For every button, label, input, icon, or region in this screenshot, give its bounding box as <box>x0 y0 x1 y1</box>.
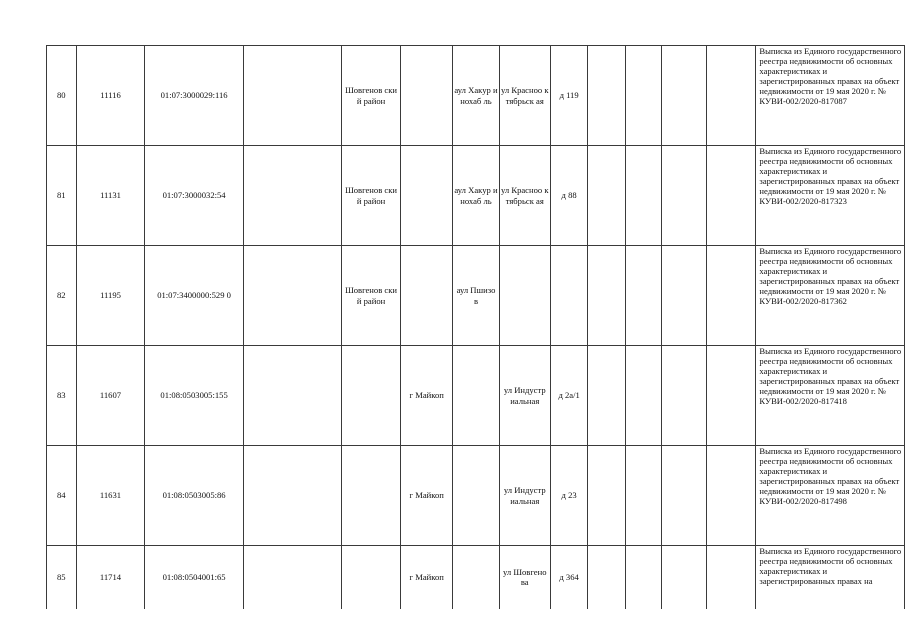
empty-cell <box>707 546 756 609</box>
cadastral-number: 01:08:0504001:65 <box>145 546 243 609</box>
empty-cell <box>625 346 661 446</box>
empty-cell <box>662 46 707 146</box>
row-number: 84 <box>47 446 77 546</box>
city: г Майкоп <box>401 546 453 609</box>
district <box>341 546 400 609</box>
table-row <box>47 346 905 446</box>
registration-basis: Выписка из Единого государственного реестра недвижимости об основных характеристиках и зарегистрированных правах на объект недвижимости от 19 мая 2020 г. № КУВИ-002/2020-817087 <box>756 46 905 146</box>
settlement: аул Хакур инохаб ль <box>453 46 499 146</box>
empty-cell <box>662 546 707 609</box>
empty-cell <box>243 546 341 609</box>
street: ул Красноо ктябрьск ая <box>499 46 550 146</box>
empty-cell <box>662 146 707 246</box>
settlement: аул Пшизо в <box>453 246 499 346</box>
district <box>341 446 400 546</box>
table-row <box>47 46 905 146</box>
object-code: 11607 <box>76 346 145 446</box>
house-number <box>550 246 587 346</box>
registration-basis: Выписка из Единого государственного реестра недвижимости об основных характеристиках и зарегистрированных правах на объект недвижимости от 19 мая 2020 г. № КУВИ-002/2020-817498 <box>756 446 905 546</box>
registration-basis: Выписка из Единого государственного реестра недвижимости об основных характеристиках и зарегистрированных правах на <box>756 546 905 609</box>
cadastral-number: 01:08:0503005:86 <box>145 446 243 546</box>
table-row <box>47 546 905 609</box>
object-code: 11116 <box>76 46 145 146</box>
empty-cell <box>662 446 707 546</box>
object-code: 11195 <box>76 246 145 346</box>
district: Шовгенов ский район <box>341 246 400 346</box>
cadastral-number: 01:07:3000029:116 <box>145 46 243 146</box>
city <box>401 46 453 146</box>
empty-cell <box>588 246 625 346</box>
street: ул Индустр иальная <box>499 446 550 546</box>
registration-basis: Выписка из Единого государственного реестра недвижимости об основных характеристиках и зарегистрированных правах на объект недвижимости от 19 мая 2020 г. № КУВИ-002/2020-817323 <box>756 146 905 246</box>
empty-cell <box>707 246 756 346</box>
empty-cell <box>588 346 625 446</box>
city: г Майкоп <box>401 346 453 446</box>
empty-cell <box>243 146 341 246</box>
row-number: 83 <box>47 346 77 446</box>
row-number: 82 <box>47 246 77 346</box>
street: ул Красноо ктябрьск ая <box>499 146 550 246</box>
cadastral-number: 01:07:3000032:54 <box>145 146 243 246</box>
house-number: д 88 <box>550 146 587 246</box>
row-number: 81 <box>47 146 77 246</box>
empty-cell <box>707 346 756 446</box>
cadastral-number: 01:07:3400000:529 0 <box>145 246 243 346</box>
object-code: 11131 <box>76 146 145 246</box>
empty-cell <box>243 246 341 346</box>
empty-cell <box>588 146 625 246</box>
object-code: 11714 <box>76 546 145 609</box>
empty-cell <box>707 446 756 546</box>
empty-cell <box>588 46 625 146</box>
table-row <box>47 146 905 246</box>
empty-cell <box>588 546 625 609</box>
empty-cell <box>625 546 661 609</box>
city <box>401 146 453 246</box>
row-number: 85 <box>47 546 77 609</box>
city: г Майкоп <box>401 446 453 546</box>
table-row <box>47 246 905 346</box>
settlement: аул Хакур инохаб ль <box>453 146 499 246</box>
empty-cell <box>625 246 661 346</box>
empty-cell <box>707 46 756 146</box>
street <box>499 246 550 346</box>
district: Шовгенов ский район <box>341 46 400 146</box>
settlement <box>453 346 499 446</box>
street: ул Шовгено ва <box>499 546 550 609</box>
empty-cell <box>625 146 661 246</box>
house-number: д 2а/1 <box>550 346 587 446</box>
empty-cell <box>662 246 707 346</box>
cadastral-number: 01:08:0503005:155 <box>145 346 243 446</box>
registration-basis: Выписка из Единого государственного реестра недвижимости об основных характеристиках и зарегистрированных правах на объект недвижимости от 19 мая 2020 г. № КУВИ-002/2020-817418 <box>756 346 905 446</box>
empty-cell <box>588 446 625 546</box>
empty-cell <box>625 446 661 546</box>
row-number: 80 <box>47 46 77 146</box>
house-number: д 23 <box>550 446 587 546</box>
street: ул Индустр иальная <box>499 346 550 446</box>
empty-cell <box>243 446 341 546</box>
empty-cell <box>707 146 756 246</box>
empty-cell <box>243 46 341 146</box>
table-row <box>47 446 905 546</box>
settlement <box>453 546 499 609</box>
district: Шовгенов ский район <box>341 146 400 246</box>
district <box>341 346 400 446</box>
empty-cell <box>625 46 661 146</box>
empty-cell <box>662 346 707 446</box>
city <box>401 246 453 346</box>
property-register-table <box>46 45 905 609</box>
house-number: д 119 <box>550 46 587 146</box>
empty-cell <box>243 346 341 446</box>
registration-basis: Выписка из Единого государственного реестра недвижимости об основных характеристиках и зарегистрированных правах на объект недвижимости от 19 мая 2020 г. № КУВИ-002/2020-817362 <box>756 246 905 346</box>
object-code: 11631 <box>76 446 145 546</box>
settlement <box>453 446 499 546</box>
house-number: д 364 <box>550 546 587 609</box>
